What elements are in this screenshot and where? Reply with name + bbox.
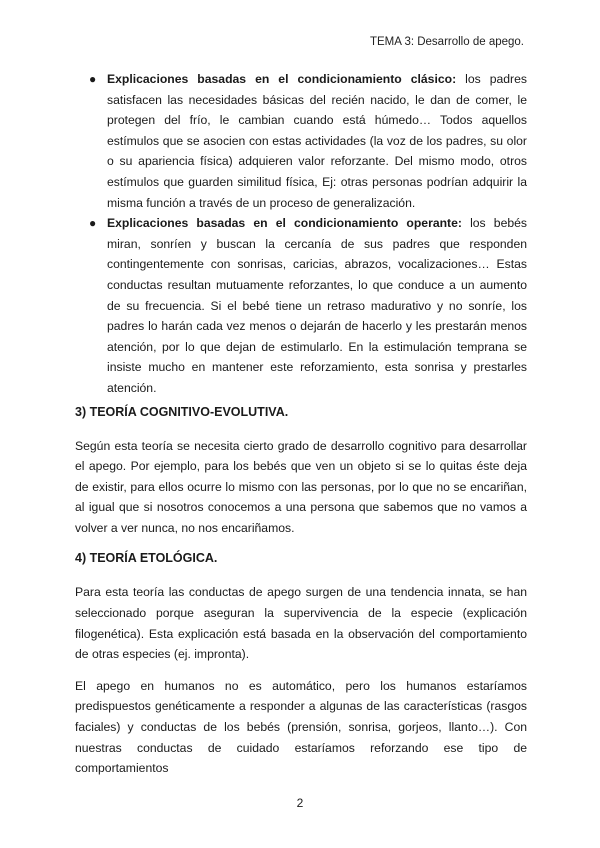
section-heading: 4) TEORÍA ETOLÓGICA. <box>75 551 218 566</box>
running-header: TEMA 3: Desarrollo de apego. <box>369 36 524 48</box>
bullet-text: los padres satisfacen las necesidades básicas del recién nacido, le dan de comer, le protegen del frío, le cambian cuando está húmedo… Todos aquellos estímulos que se asocien con estas actividades (la voz de los padres, su olor o su apariencia física) adquieren valor reforzante. Del mismo modo, otros estímulos que guarden similitud física, Ej: otras personas podrían adquirir la misma función a través de un proceso de generalización. <box>107 72 527 210</box>
bullet-icon: ● <box>89 216 97 231</box>
bullet-lead: Explicaciones basadas en el condicionamiento clásico: <box>107 72 457 86</box>
explanations-list <box>75 69 527 399</box>
bullet-icon: ● <box>89 72 97 86</box>
bullet-text: los bebés miran, sonríen y buscan la cercanía de sus padres que responden contingentemente con sonrisas, caricias, abrazos, vocalizaciones… Estas conductas resultan mutuamente reforzantes, lo que conduce a un aumento de su frecuencia. Si el bebé tiene un retraso madurativo y no sonríe, los padres lo harán cada vez menos o dejarán de hacerlo y les prestarán menos atención, por lo que dejan de estimularlo. En la estimulación temprana se insiste mucho en mantener este reforzamiento, esta sonrisa y prestarles atención. <box>107 216 527 395</box>
list-item <box>75 213 527 398</box>
paragraph: Para esta teoría las conductas de apego surgen de una tendencia innata, se han seleccionado porque aseguran la supervivencia de la especie (explicación filogenética). Esta explicación está basada en la observación del comportamiento de otras especies (ej. impronta). <box>75 585 527 662</box>
paragraph: Según esta teoría se necesita cierto grado de desarrollo cognitivo para desarrollar el apego. Por ejemplo, para los bebés que ven un objeto si se lo quitas éste deja de existir, para ellos ocurre lo mismo con las personas, por lo que no se encariñan, al igual que si nosotros conocemos a una persona que sabemos que no vamos a volver a ver nunca, no nos encariñamos. <box>75 438 527 535</box>
bullet-lead: Explicaciones basadas en el condicionamiento operante: <box>107 216 462 231</box>
paragraph: El apego en humanos no es automático, pero los humanos estaríamos predispuestos genéticamente a responder a algunas de las características (rasgos faciales) y conductas de los bebés (prensión, sonrisa, gorjeos, llanto…). Con nuestras conductas de cuidado estaríamos reforzando ese tipo de comportamientos <box>75 678 527 776</box>
page-body <box>75 69 527 779</box>
list-item <box>75 69 527 213</box>
section-heading: 3) TEORÍA COGNITIVO-EVOLUTIVA. <box>75 404 289 419</box>
page-number: 2 <box>296 796 304 810</box>
